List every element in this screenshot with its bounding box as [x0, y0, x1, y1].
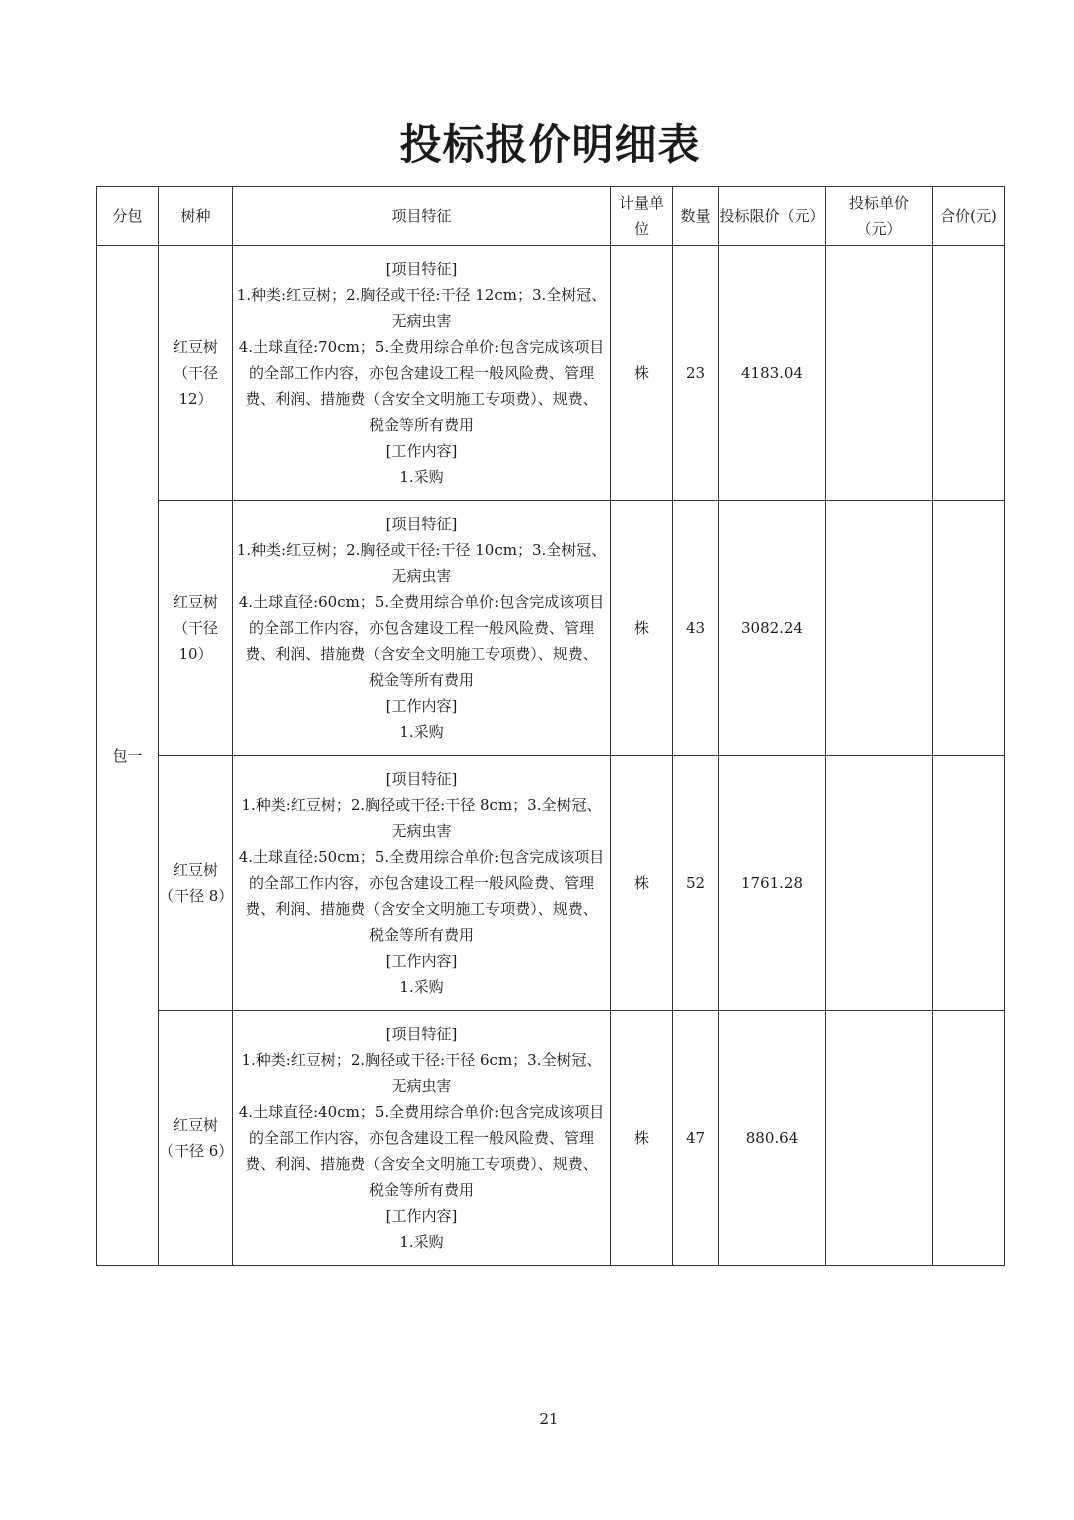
limit-price-cell: 4183.04: [719, 246, 826, 501]
features-line: 1.采购: [399, 723, 444, 741]
features-line: [工作内容]: [385, 952, 458, 970]
features-line: 4.土球直径:50cm；5.全费用综合单价:包含完成该项目: [238, 848, 605, 866]
header-bid-price: [826, 187, 933, 246]
features-line: 的全部工作内容，亦包含建设工程一般风险费、管理: [248, 874, 594, 892]
species-line: （干径 6）: [159, 1142, 234, 1160]
features-line: 1.种类:红豆树；2.胸径或干径:干径 8cm；3.全树冠、: [241, 796, 602, 814]
bid-price-cell: [826, 1011, 933, 1266]
features-line: 费、利润、措施费（含安全文明施工专项费）、规费、: [245, 1155, 598, 1173]
header-unit-line1: 计量单: [618, 194, 664, 212]
species-line: 红豆树: [172, 1116, 218, 1134]
features-line: 1.采购: [399, 468, 444, 486]
limit-price-cell: 3082.24: [719, 501, 826, 756]
total-cell: [933, 246, 1005, 501]
header-package: 分包: [97, 187, 159, 246]
features-line: 无病虫害: [391, 822, 452, 840]
quantity-cell: 47: [673, 1011, 719, 1266]
features-cell: [233, 756, 611, 1011]
species-line: 红豆树: [172, 338, 218, 356]
species-cell: [159, 1011, 233, 1266]
header-total: 合价(元): [933, 187, 1005, 246]
features-line: 的全部工作内容，亦包含建设工程一般风险费、管理: [248, 364, 594, 382]
table-row: [97, 501, 1005, 756]
total-cell: [933, 756, 1005, 1011]
table-row: [97, 1011, 1005, 1266]
species-line: 红豆树: [172, 861, 218, 879]
features-line: 4.土球直径:60cm；5.全费用综合单价:包含完成该项目: [238, 593, 605, 611]
limit-price-cell: 880.64: [719, 1011, 826, 1266]
features-line: 1.采购: [399, 978, 444, 996]
species-line: 红豆树: [172, 593, 218, 611]
package-cell: 包一: [97, 246, 159, 1266]
features-line: 无病虫害: [391, 312, 452, 330]
features-line: [项目特征]: [385, 260, 458, 278]
features-line: 4.土球直径:40cm；5.全费用综合单价:包含完成该项目: [238, 1103, 605, 1121]
unit-cell: 株: [611, 1011, 673, 1266]
species-line: 10）: [178, 645, 213, 663]
features-line: 4.土球直径:70cm；5.全费用综合单价:包含完成该项目: [238, 338, 605, 356]
features-line: 1.种类:红豆树；2.胸径或干径:干径 10cm；3.全树冠、: [236, 541, 607, 559]
features-line: [工作内容]: [385, 697, 458, 715]
species-cell: [159, 756, 233, 1011]
bid-price-cell: [826, 756, 933, 1011]
species-cell: [159, 501, 233, 756]
header-quantity: 数量: [673, 187, 719, 246]
table-header-row: [97, 187, 1005, 246]
species-cell: [159, 246, 233, 501]
features-line: 费、利润、措施费（含安全文明施工专项费）、规费、: [245, 900, 598, 918]
header-limit-price: 投标限价（元）: [719, 187, 826, 246]
features-line: 无病虫害: [391, 1077, 452, 1095]
table-row: [97, 246, 1005, 501]
species-line: 12）: [178, 390, 213, 408]
header-bid-price-line2: （元）: [856, 220, 902, 238]
total-cell: [933, 501, 1005, 756]
features-line: 税金等所有费用: [368, 1181, 474, 1199]
table-row: [97, 756, 1005, 1011]
bid-price-cell: [826, 246, 933, 501]
total-cell: [933, 1011, 1005, 1266]
features-line: 的全部工作内容，亦包含建设工程一般风险费、管理: [248, 619, 594, 637]
header-species: 树种: [159, 187, 233, 246]
features-cell: [233, 246, 611, 501]
features-line: [项目特征]: [385, 1025, 458, 1043]
features-line: 的全部工作内容，亦包含建设工程一般风险费、管理: [248, 1129, 594, 1147]
unit-cell: 株: [611, 501, 673, 756]
features-line: 1.采购: [399, 1233, 444, 1251]
features-line: 1.种类:红豆树；2.胸径或干径:干径 12cm；3.全树冠、: [236, 286, 607, 304]
quantity-cell: 52: [673, 756, 719, 1011]
unit-cell: 株: [611, 246, 673, 501]
header-unit: [611, 187, 673, 246]
features-line: 税金等所有费用: [368, 926, 474, 944]
header-features: 项目特征: [233, 187, 611, 246]
features-cell: [233, 501, 611, 756]
features-line: [工作内容]: [385, 1207, 458, 1225]
features-line: 税金等所有费用: [368, 671, 474, 689]
features-line: 无病虫害: [391, 567, 452, 585]
features-line: 费、利润、措施费（含安全文明施工专项费）、规费、: [245, 645, 598, 663]
features-line: [项目特征]: [385, 770, 458, 788]
quantity-cell: 23: [673, 246, 719, 501]
species-line: （干径 8）: [159, 887, 234, 905]
features-line: [工作内容]: [385, 442, 458, 460]
features-line: 1.种类:红豆树；2.胸径或干径:干径 6cm；3.全树冠、: [241, 1051, 602, 1069]
features-cell: [233, 1011, 611, 1266]
species-line: （干径: [172, 619, 218, 637]
document-title: 投标报价明细表: [399, 120, 701, 169]
header-bid-price-line1: 投标单价: [848, 194, 909, 212]
species-line: （干径: [172, 364, 218, 382]
header-unit-line2: 位: [633, 220, 649, 238]
page-number: 21: [539, 1410, 559, 1428]
bid-price-cell: [826, 501, 933, 756]
unit-cell: 株: [611, 756, 673, 1011]
features-line: 费、利润、措施费（含安全文明施工专项费）、规费、: [245, 390, 598, 408]
features-line: [项目特征]: [385, 515, 458, 533]
bid-price-table: [96, 186, 1005, 1266]
limit-price-cell: 1761.28: [719, 756, 826, 1011]
quantity-cell: 43: [673, 501, 719, 756]
features-line: 税金等所有费用: [368, 416, 474, 434]
